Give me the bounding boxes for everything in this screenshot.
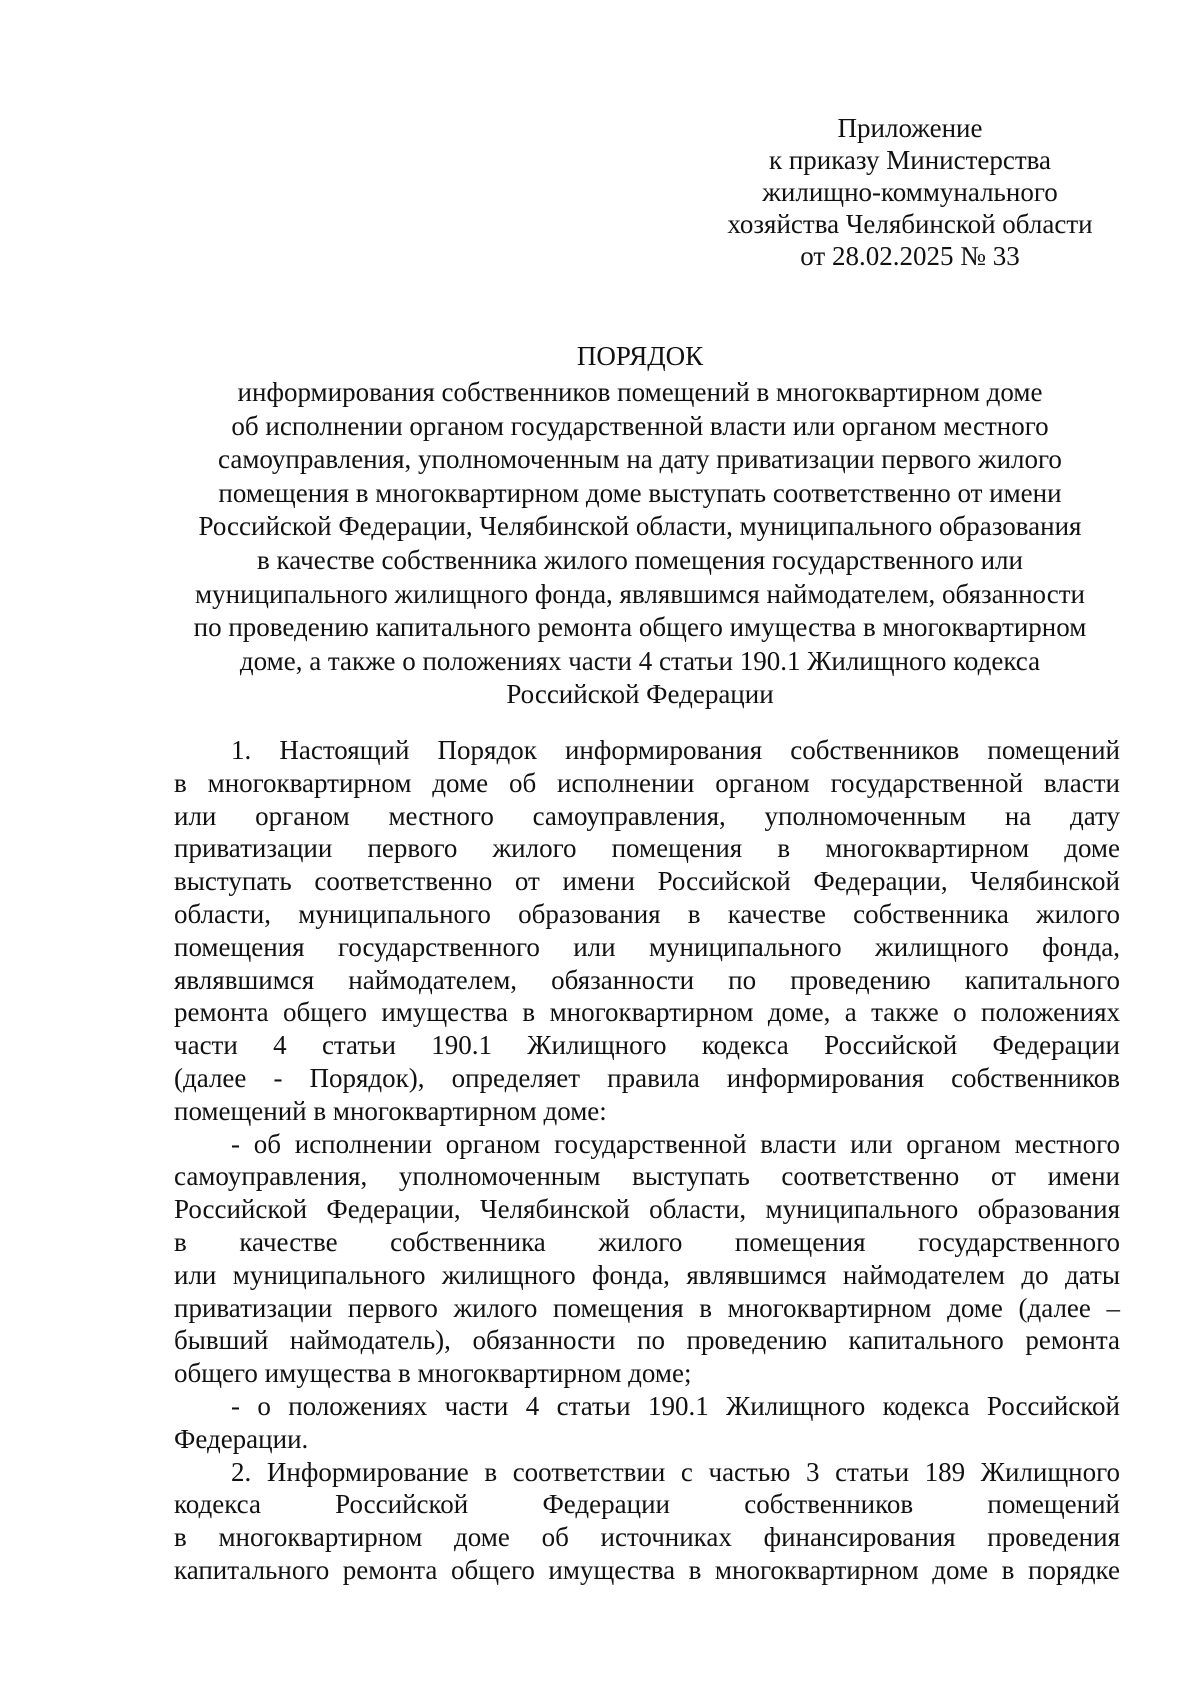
list-item-2-line: - о положениях части 4 статьи 190.1 Жилищного кодекса Российской (231, 1390, 1120, 1421)
subtitle-line: информирования собственников помещений в многоквартирном доме (237, 377, 1043, 407)
subtitle-line: помещения в многоквартирном доме выступать соответственно от имени (218, 477, 1062, 508)
list-item-1-line: самоуправления, уполномоченным выступать соответственно от имени (174, 1161, 1120, 1192)
approval-line: от 28.02.2025 № 33 (800, 241, 1020, 271)
subtitle-line: самоуправления, уполномоченным на дату приватизации первого жилого (218, 444, 1062, 475)
paragraph-1-line: помещений в многоквартирном доме: (174, 1095, 607, 1126)
paragraph-1-line: или органом местного самоуправления, уполномоченным на дату (174, 800, 1120, 831)
paragraph-1-line: являвшимся наймодателем, обязанности по проведению капитального (174, 964, 1120, 995)
approval-line: к приказу Министерства (768, 145, 1052, 175)
list-item-1-line: - об исполнении органом государственной власти или органом местного (231, 1128, 1120, 1159)
paragraph-2-line: в многоквартирном доме об источниках финансирования проведения (174, 1522, 1120, 1553)
paragraph-1-line: части 4 статьи 190.1 Жилищного кодекса Российской Федерации (174, 1030, 1120, 1061)
document-subtitle (160, 376, 1120, 712)
list-item-1-line: бывший наймодатель), обязанности по проведению капитального ремонта (174, 1325, 1120, 1356)
subtitle-line: муниципального жилищного фонда, являвшимся наймодателем, обязанности (195, 578, 1085, 609)
subtitle-line: Российской Федерации, Челябинской области, муниципального образования (198, 511, 1082, 542)
paragraph-2-line: капитального ремонта общего имущества в многоквартирном доме в порядке (174, 1554, 1120, 1585)
subtitle-line: об исполнении органом государственной власти или органом местного (231, 410, 1049, 441)
paragraph-2-line: кодекса Российской Федерации собственников помещений (174, 1489, 1120, 1520)
list-item-2-line: Федерации. (174, 1423, 309, 1454)
subtitle-line: по проведению капитального ремонта общего имущества в многоквартирном (193, 612, 1087, 643)
list-item-1-line: или муниципального жилищного фонда, являвшимся наймодателем до даты (174, 1259, 1120, 1290)
list-item-1-line: приватизации первого жилого помещения в многоквартирном доме (далее – (174, 1292, 1120, 1323)
paragraph-1-line: в многоквартирном доме об исполнении органом государственной власти (174, 767, 1120, 798)
approval-line: Приложение (837, 113, 983, 143)
subtitle-line: в качестве собственника жилого помещения государственного или (257, 544, 1023, 575)
subtitle-line: Российской Федерации (506, 679, 774, 710)
subtitle-line: доме, а также о положениях части 4 статьи 190.1 Жилищного кодекса (239, 645, 1041, 676)
approval-line: жилищно-коммунального (762, 177, 1058, 207)
paragraph-1-line: 1. Настоящий Порядок информирования собственников помещений (231, 735, 1120, 765)
approval-block (700, 112, 1120, 272)
document-body (174, 734, 1120, 1587)
approval-line: хозяйства Челябинской области (727, 209, 1093, 239)
paragraph-2-line: 2. Информирование в соответствии с частью 3 статьи 189 Жилищного (231, 1456, 1120, 1487)
list-item-1-line: в качестве собственника жилого помещения государственного (174, 1226, 1120, 1257)
paragraph-1-line: области, муниципального образования в качестве собственника жилого (174, 898, 1120, 929)
list-item-1-line: общего имущества в многоквартирном доме; (174, 1358, 692, 1389)
paragraph-1-line: (далее - Порядок), определяет правила информирования собственников (174, 1062, 1120, 1093)
paragraph-1-line: приватизации первого жилого помещения в многоквартирном доме (174, 833, 1120, 864)
list-item-1-line: Российской Федерации, Челябинской области, муниципального образования (174, 1194, 1120, 1225)
paragraph-1-line: выступать соответственно от имени Российской Федерации, Челябинской (174, 866, 1120, 897)
paragraph-1-line: помещения государственного или муниципального жилищного фонда, (174, 931, 1120, 962)
paragraph-1-line: ремонта общего имущества в многоквартирном доме, а также о положениях (174, 997, 1120, 1028)
document-title: ПОРЯДОК (576, 341, 704, 371)
